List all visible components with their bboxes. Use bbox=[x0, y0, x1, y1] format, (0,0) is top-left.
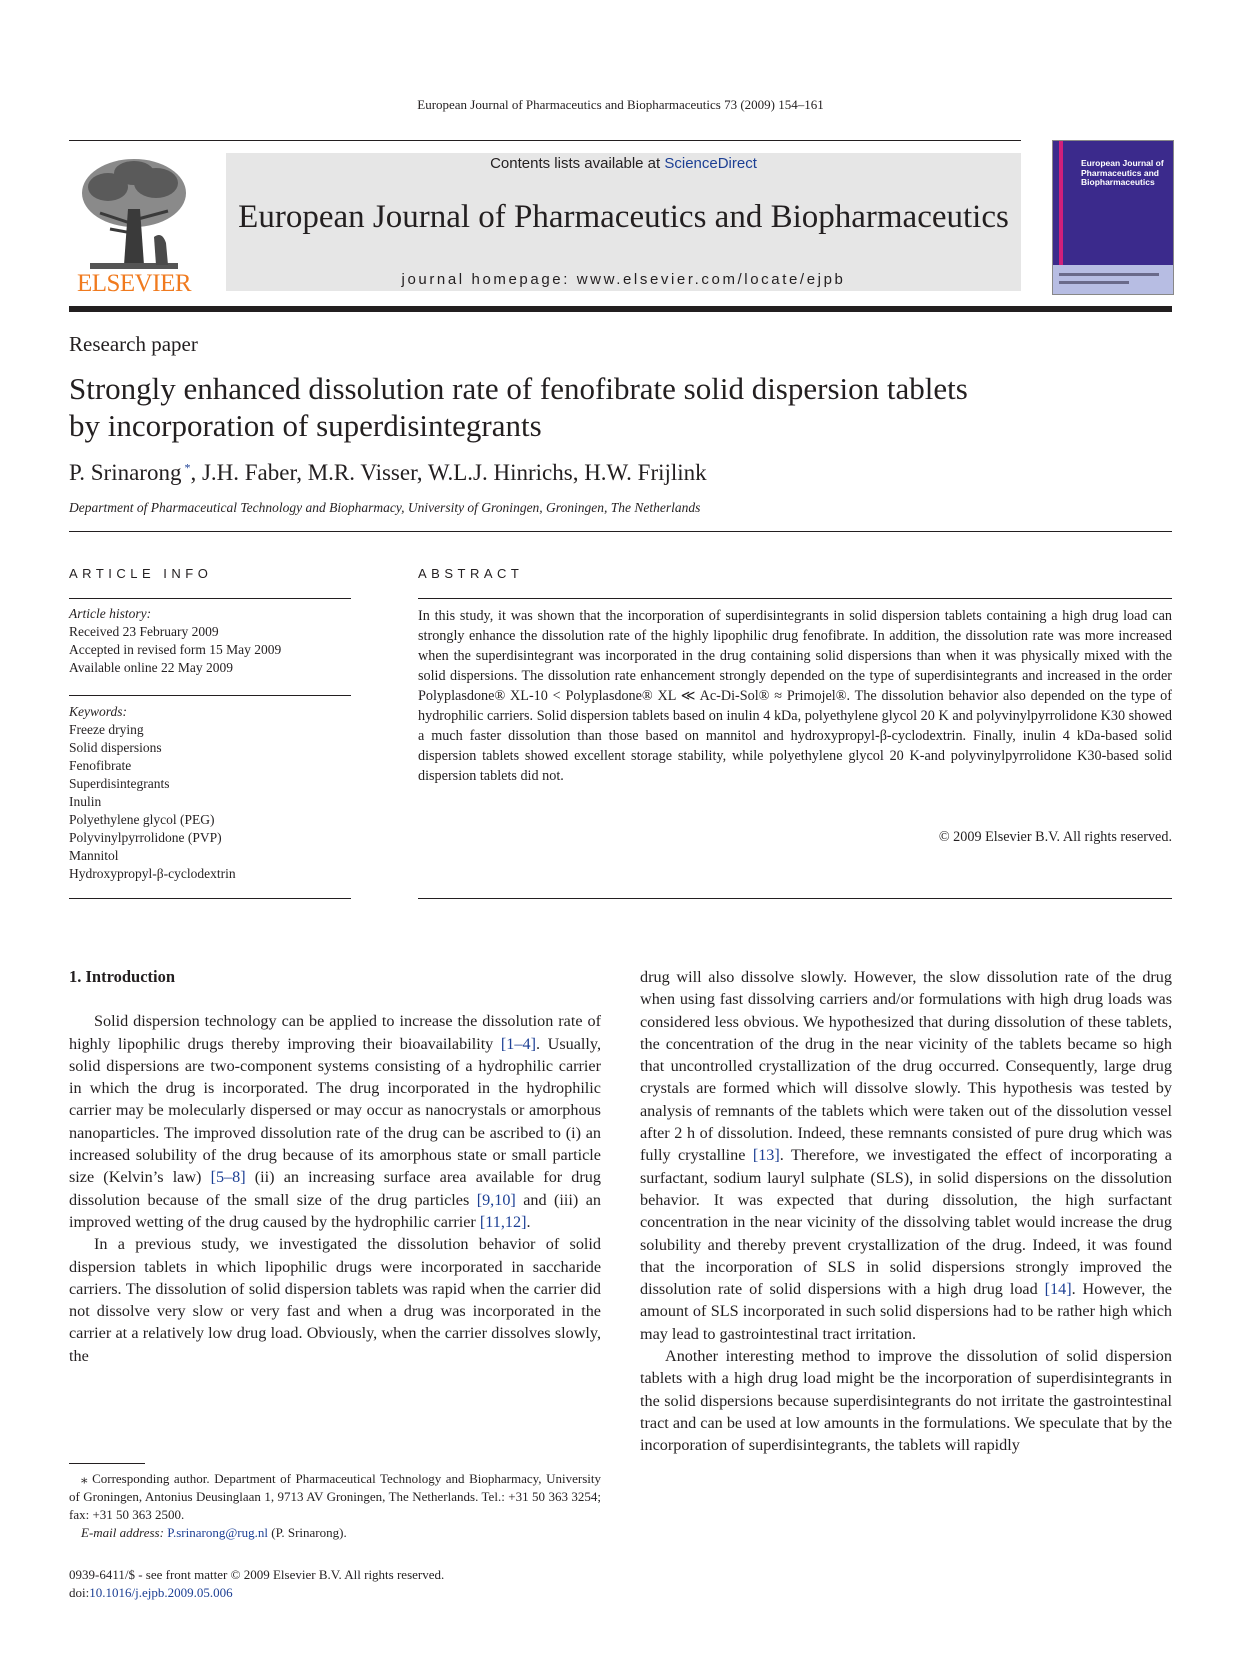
keyword-item: Hydroxypropyl-β-cyclodextrin bbox=[69, 866, 236, 881]
text-run: Solid dispersion technology can be applied to increase the dissolution rate of highly lipophilic drugs thereby improving their bioavailability bbox=[69, 1012, 601, 1053]
keyword-item: Polyethylene glycol (PEG) bbox=[69, 812, 215, 827]
abstract-copyright: © 2009 Elsevier B.V. All rights reserved. bbox=[938, 829, 1172, 845]
email-label: E-mail address: bbox=[81, 1525, 164, 1540]
history-item: Received 23 February 2009 bbox=[69, 624, 219, 639]
text-run: . bbox=[526, 1212, 531, 1231]
citation-link[interactable]: [5–8] bbox=[210, 1168, 246, 1187]
keyword-item: Fenofibrate bbox=[69, 758, 132, 773]
contents-line bbox=[226, 155, 1021, 172]
history-item: Available online 22 May 2009 bbox=[69, 660, 233, 675]
body-paragraph bbox=[640, 966, 1172, 1345]
sciencedirect-link[interactable]: ScienceDirect bbox=[664, 155, 757, 172]
keywords bbox=[69, 703, 351, 883]
footnote-rule bbox=[69, 1463, 145, 1464]
body-paragraph: Another interesting method to improve the dissolution of solid dispersion tablets with a high drug load might be the incorporation of superdisintegrants in the solid dispersions because superdisintegrants do not irritate the gastrointestinal tract and can be used at low amounts in the formulations. We speculate that by the incorporation of superdisintegrants, the tablets will rapidly bbox=[640, 1347, 1172, 1455]
corresponding-author-mark[interactable]: * bbox=[181, 460, 191, 475]
body-paragraph: In a previous study, we investigated the dissolution behavior of solid dispersion tablets in which lipophilic drugs were incorporated in saccharide carriers. The dissolution of solid dispersion tablets was rapid when the carrier did not dissolve very slow or very fast and when a drug was incorporated in the carrier at a relatively low drug load. Obviously, when the carrier dissolves slowly, the bbox=[69, 1235, 601, 1365]
journal-header-band bbox=[226, 153, 1021, 291]
text-run: . Usually, solid dispersions are two-component systems consisting of a hydrophilic carrier in which the drug is incorporated. The drug incorporated in the hydrophilic carrier may be molecularly dispersed or may occur as nanocrystals or amorphous nanoparticles. The improved dissolution rate of the drug can be ascribed to (i) an increased solubility of the drug because of its amorphous state or small particle size (Kelvin’s law) bbox=[69, 1034, 601, 1187]
title-bottom-rule bbox=[69, 531, 1172, 532]
abstract-rule bbox=[418, 598, 1172, 599]
title-line: by incorporation of superdisintegrants bbox=[69, 408, 542, 443]
keyword-item: Freeze drying bbox=[69, 722, 144, 737]
article-info-rule bbox=[69, 598, 351, 599]
doi-label: doi: bbox=[69, 1585, 90, 1600]
abstract-bottom-rule bbox=[418, 898, 1172, 899]
footnote-text bbox=[69, 1470, 601, 1524]
corresponding-author-footnote bbox=[69, 1470, 601, 1542]
abstract-text: In this study, it was shown that the incorporation of superdisintegrants in solid dispersion tablets containing a high drug load can strongly enhance the dissolution rate of the highly lipophilic drug fenofibrate. In addition, the dissolution rate was more increased when the superdisintegrant was incorporated in the drug containing solid dispersions than when it was physically mixed with the solid dispersions. The dissolution rate enhancement strongly depended on the type of superdisintegrants and increased in the order Polyplasdone® XL-10 < Polyplasdone® XL ≪ Ac-Di-Sol® ≈ Primojel®. The dissolution behavior also depended on the type of hydrophilic carriers. Solid dispersion tablets based on inulin 4 kDa, polyethylene glycol 20 K and polyvinylpyrrolidone K30 showed a much faster dissolution than those based on mannitol and hydroxypropyl-β-cyclodextrin. Finally, inulin 4 kDa-based solid dispersion tablets showed excellent storage stability, while polyethylene glycol 20 K-and polyvinylpyrrolidone K30-based solid dispersion tablets did not. bbox=[418, 608, 1172, 784]
journal-name: European Journal of Pharmaceutics and Biopharmaceutics bbox=[238, 199, 1009, 235]
title-line: Strongly enhanced dissolution rate of fenofibrate solid dispersion tablets bbox=[69, 371, 968, 406]
keyword-item: Mannitol bbox=[69, 848, 119, 863]
text-run: and (iii) an improved wetting of the drug caused by the hydrophilic carrier bbox=[69, 1190, 601, 1231]
doi-line bbox=[69, 1584, 601, 1602]
issn-line: 0939-6411/$ - see front matter © 2009 Elsevier B.V. All rights reserved. bbox=[69, 1567, 445, 1582]
body-left-column bbox=[69, 966, 601, 1367]
keyword-item: Superdisintegrants bbox=[69, 776, 170, 791]
article-info-bottom-rule bbox=[69, 898, 351, 899]
text-run: (ii) an increasing surface area available for drug dissolution because of the small size of the drug particles bbox=[69, 1168, 601, 1209]
citation-link[interactable]: [14] bbox=[1044, 1280, 1072, 1299]
text-run: (P. Srinarong). bbox=[268, 1525, 347, 1540]
body-right-column bbox=[640, 966, 1172, 1457]
text-run: Corresponding author. Department of Pharmaceutical Technology and Biopharmacy, University of Groningen, Antonius Deusinglaan 1, 9713 AV Groningen, The Netherlands. Tel.: +31 50 363 3254; fax: +31 50 363 2500. bbox=[69, 1471, 601, 1522]
paper-title bbox=[69, 370, 1069, 444]
cover-footer-line bbox=[1059, 273, 1159, 276]
text-run: drug will also dissolve slowly. However, the slow dissolution rate of the drug when using fast dissolving carriers and/or formulations with high drug loads was considered less obvious. We hypothesized that during dissolution of these tablets, the concentration of the drug in the near vicinity of the tablets became so high that uncontrolled crystallization of the drug occurred. Consequently, large drug crystals are formed which will dissolve slowly. This hypothesis was tested by analysis of remnants of the tablets which were taken out of the dissolution vessel after 2 h of dissolution. Indeed, these remnants consisted of pure drug which was fully crystalline bbox=[640, 968, 1172, 1165]
cover-stripe bbox=[1059, 141, 1063, 265]
keywords-label: Keywords: bbox=[69, 704, 127, 719]
text-run: . Therefore, we investigated the effect of incorporating a surfactant, sodium lauryl sulphate (SLS), in solid dispersions on the dissolution behavior. It was expected that during dissolution, the high surfactant concentration in the near vicinity of the dissolving tablet would increase the drug solubility and thereby prevent crystallization of the drug. Indeed, it was found that the incorporation of SLS in solid dispersions strongly improved the dissolution rate of solid dispersions with a high drug load bbox=[640, 1146, 1172, 1299]
history-label: Article history: bbox=[69, 606, 152, 621]
article-history bbox=[69, 605, 351, 677]
keyword-item: Inulin bbox=[69, 794, 102, 809]
citation-link[interactable]: [13] bbox=[752, 1146, 780, 1165]
abstract-heading: ABSTRACT bbox=[418, 566, 524, 581]
article-info-heading: ARTICLE INFO bbox=[69, 566, 213, 581]
other-authors: , J.H. Faber, M.R. Visser, W.L.J. Hinrichs, H.W. Frijlink bbox=[190, 460, 707, 485]
section-label: Research paper bbox=[69, 332, 198, 356]
section-heading-introduction: 1. Introduction bbox=[69, 967, 176, 986]
journal-cover-thumbnail bbox=[1052, 140, 1174, 295]
journal-citation: European Journal of Pharmaceutics and Biopharmaceutics 73 (2009) 154–161 bbox=[417, 97, 824, 112]
contents-prefix: Contents lists available at bbox=[490, 155, 665, 172]
header-thick-rule bbox=[69, 306, 1172, 312]
history-item: Accepted in revised form 15 May 2009 bbox=[69, 642, 282, 657]
cover-title: European Journal of Pharmaceutics and Biopharmaceutics bbox=[1081, 158, 1164, 187]
citation-link[interactable]: [1–4] bbox=[500, 1034, 536, 1053]
cover-footer-line bbox=[1059, 281, 1129, 284]
author-list bbox=[69, 460, 707, 486]
elsevier-wordmark: ELSEVIER bbox=[76, 270, 192, 297]
body-paragraph bbox=[69, 1010, 601, 1233]
footnote-star: ⁎ bbox=[81, 1471, 88, 1486]
footnote-email-line bbox=[69, 1524, 601, 1542]
citation-link[interactable]: [9,10] bbox=[476, 1190, 516, 1209]
journal-homepage[interactable]: journal homepage: www.elsevier.com/locate/ejpb bbox=[401, 271, 846, 288]
author-email-link[interactable]: P.srinarong@rug.nl bbox=[167, 1525, 268, 1540]
keyword-item: Polyvinylpyrrolidone (PVP) bbox=[69, 830, 222, 845]
doi-link[interactable]: 10.1016/j.ejpb.2009.05.006 bbox=[89, 1585, 233, 1600]
front-matter bbox=[69, 1566, 601, 1602]
first-author: P. Srinarong bbox=[69, 460, 182, 485]
affiliation: Department of Pharmaceutical Technology and Biopharmacy, University of Groningen, Groningen, The Netherlands bbox=[69, 500, 701, 515]
text-run: . However, the amount of SLS incorporated in such solid dispersions had to be rather high which may lead to gastrointestinal tract irritation. bbox=[640, 1280, 1172, 1343]
citation-link[interactable]: [11,12] bbox=[479, 1212, 527, 1231]
keyword-item: Solid dispersions bbox=[69, 740, 162, 755]
keywords-rule bbox=[69, 695, 351, 696]
header-top-rule bbox=[69, 140, 1021, 141]
